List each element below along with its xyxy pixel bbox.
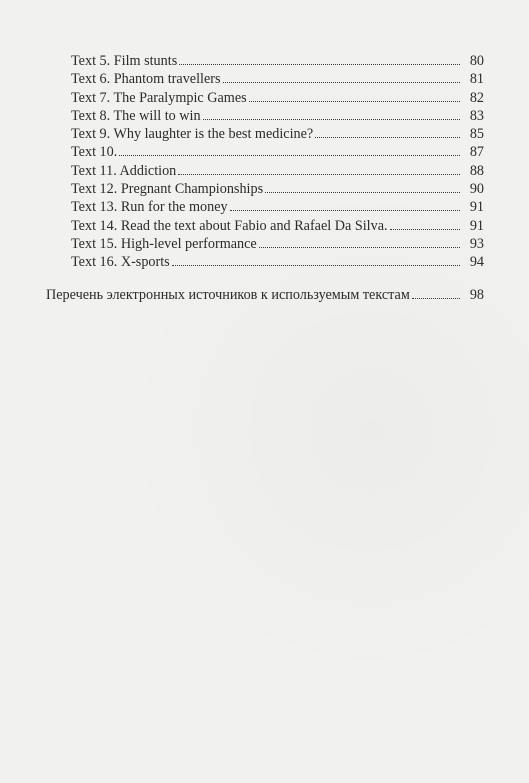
toc-entry-text-13 <box>46 198 484 216</box>
dot-leader <box>315 137 460 138</box>
toc-entry-text-15 <box>46 235 484 253</box>
toc-entry-label: Перечень электронных источников к используемым текстам <box>46 286 410 303</box>
toc-entry-label: Text 15. High-level performance <box>71 235 257 252</box>
dot-leader <box>265 192 460 193</box>
dot-leader <box>412 298 460 299</box>
toc-entry-label: Text 5. Film stunts <box>71 53 178 69</box>
toc-entry-page: 83 <box>469 107 484 124</box>
toc-entry-page: 98 <box>469 286 484 303</box>
toc-entry-page: 85 <box>469 126 484 143</box>
toc-entry-page: 82 <box>469 89 484 106</box>
toc-entry-label: Text 12. Pregnant Championships <box>71 181 264 198</box>
dot-leader <box>223 82 460 83</box>
toc-entry-text-8 <box>46 107 484 125</box>
toc-entry-page: 87 <box>469 144 484 161</box>
toc-entry-label: Text 11. Addiction <box>71 162 177 179</box>
toc-entry-page: 90 <box>469 181 484 198</box>
toc-entry-label: Text 6. Phantom travellers <box>71 71 221 88</box>
table-of-contents <box>46 52 484 304</box>
dot-leader <box>179 64 460 65</box>
dot-leader <box>203 119 460 120</box>
toc-entry-text-14 <box>46 217 484 235</box>
dot-leader <box>178 174 460 175</box>
toc-entry-page: 81 <box>469 71 484 88</box>
toc-entry-text-5 <box>46 52 484 70</box>
toc-entry-label: Text 16. X-sports <box>71 254 170 271</box>
toc-entry-page: 88 <box>469 162 484 179</box>
toc-entry-page: 93 <box>469 235 484 252</box>
toc-entry-text-9 <box>46 125 484 143</box>
toc-entry-text-6 <box>46 70 484 88</box>
toc-entry-text-10 <box>46 143 484 161</box>
toc-entry-text-7 <box>46 89 484 107</box>
toc-entry-label: Text 9. Why laughter is the best medicine? <box>71 126 314 143</box>
toc-entry-text-11 <box>46 162 484 180</box>
toc-entry-label: Text 13. Run for the money <box>71 199 228 216</box>
dot-leader <box>172 265 460 266</box>
dot-leader <box>249 101 460 102</box>
dot-leader <box>259 247 460 248</box>
dot-leader <box>230 210 460 211</box>
toc-entry-page: 91 <box>469 199 484 216</box>
toc-entry-text-16 <box>46 253 484 271</box>
toc-entry-sources-list <box>46 286 484 304</box>
toc-entry-page: 94 <box>469 254 484 271</box>
toc-entry-text-12 <box>46 180 484 198</box>
dot-leader <box>390 229 460 230</box>
toc-entry-label: Text 10. <box>71 144 118 161</box>
toc-entry-label: Text 7. The Paralympic Games <box>71 89 247 106</box>
toc-entry-label: Text 14. Read the text about Fabio and Rafael Da Silva. <box>71 217 388 234</box>
toc-entry-page: 80 <box>469 53 484 69</box>
dot-leader <box>119 155 460 156</box>
toc-entry-page: 91 <box>469 217 484 234</box>
toc-entry-label: Text 8. The will to win <box>71 107 201 124</box>
